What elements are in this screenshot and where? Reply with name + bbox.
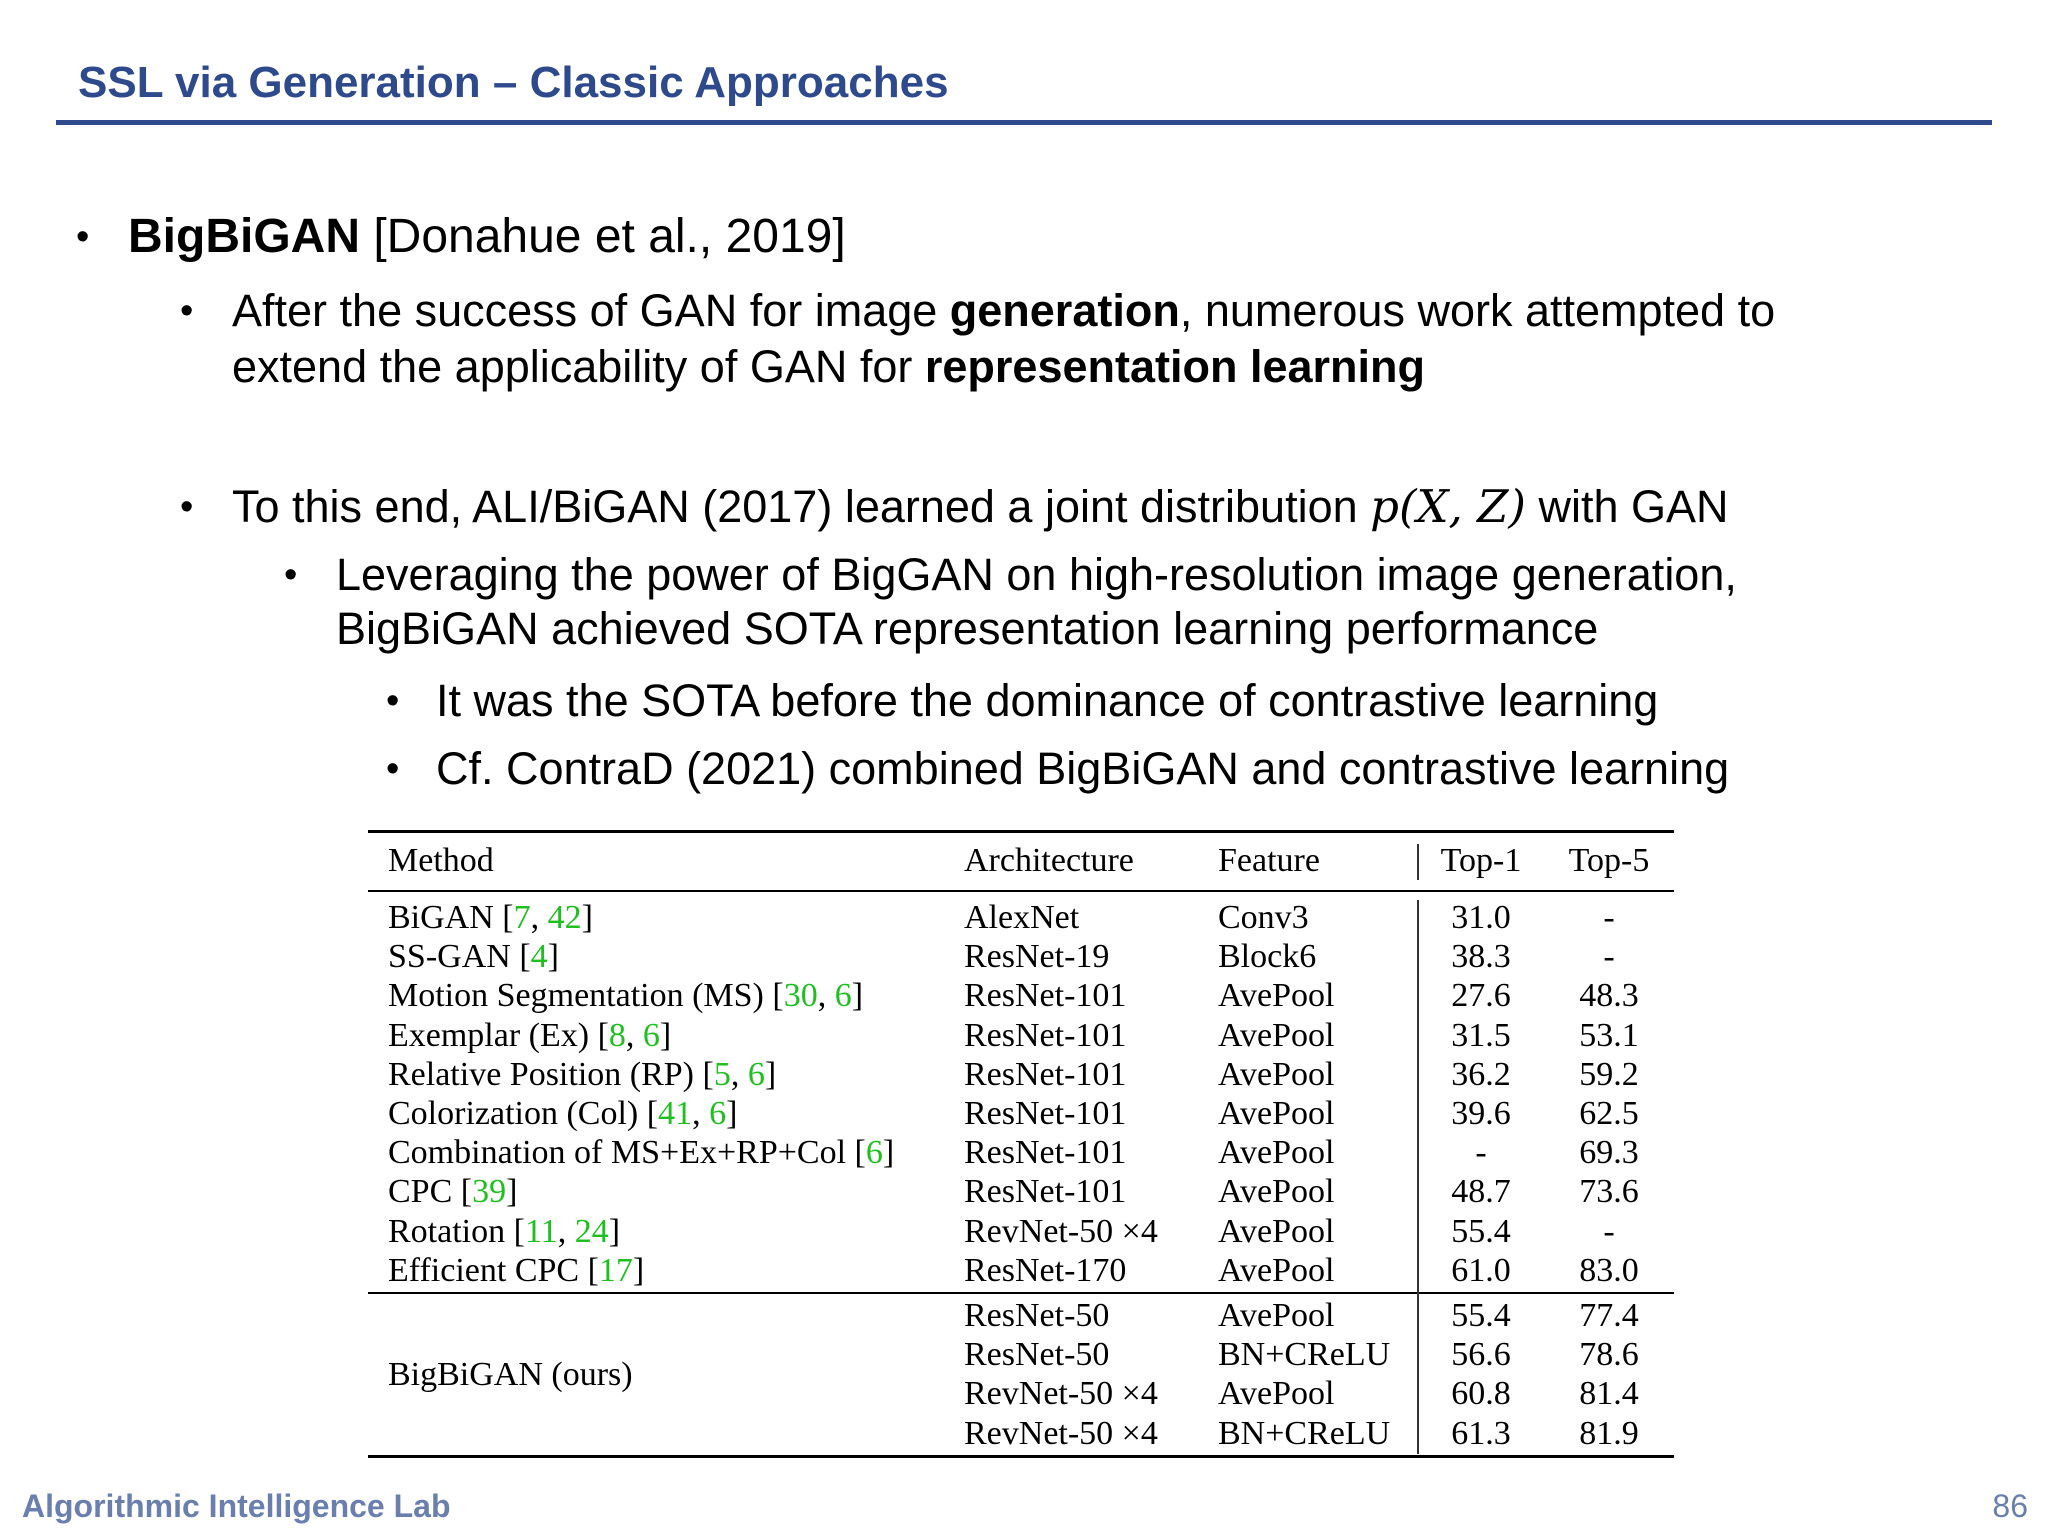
separator: ,	[730, 1055, 748, 1093]
method-cell	[388, 1172, 517, 1211]
citation-link[interactable]: 30	[783, 977, 818, 1015]
bigbigan-citation: [Donahue et al., 2019]	[359, 210, 846, 263]
method-name: SS-GAN	[388, 938, 520, 976]
citation-link[interactable]: 6	[865, 1134, 883, 1172]
text-span: To this end, ALI/BiGAN (2017) learned a joint distribution	[232, 481, 1371, 532]
top1-cell: 48.7	[1451, 1173, 1511, 1211]
results-table	[368, 830, 1674, 1458]
bracket: ]	[659, 1016, 672, 1054]
bracket: [	[513, 1212, 525, 1250]
top5-cell: 83.0	[1579, 1251, 1639, 1289]
citation-link[interactable]: 4	[530, 938, 548, 976]
text-span: , numerous work attempted to	[1179, 285, 1776, 336]
bracket: [	[772, 977, 784, 1015]
top1-cell: 55.4	[1451, 1212, 1511, 1250]
title-divider	[56, 120, 1992, 125]
text-span: It was the SOTA before the dominance of contrastive learning	[436, 675, 1659, 726]
bracket: [	[519, 938, 531, 976]
feature-cell: AvePool	[1218, 1055, 1335, 1093]
top5-cell: 69.3	[1579, 1134, 1639, 1172]
citation-link[interactable]: 5	[713, 1055, 731, 1093]
citation-link[interactable]: 42	[547, 899, 582, 936]
citation-link[interactable]: 6	[709, 1095, 727, 1132]
bullet-dot: •	[180, 290, 194, 332]
top5-cell: 77.4	[1579, 1297, 1639, 1334]
feature-cell: BN+CReLU	[1218, 1336, 1391, 1374]
bracket: ]	[764, 1055, 777, 1093]
table-top-rule	[368, 830, 1674, 833]
bracket: [	[646, 1095, 659, 1132]
top5-cell: 81.4	[1579, 1375, 1639, 1413]
architecture-cell: ResNet-101	[964, 1173, 1127, 1211]
top1-cell: 55.4	[1451, 1297, 1511, 1334]
top1-cell: 61.0	[1451, 1251, 1511, 1289]
bullet-dot: •	[284, 554, 298, 596]
citation-link[interactable]: 6	[642, 1016, 660, 1054]
text-span: Leveraging the power of BigGAN on high-resolution image generation,	[336, 549, 1737, 600]
method-cell	[388, 1094, 737, 1133]
citation-link[interactable]: 24	[574, 1212, 609, 1250]
architecture-cell: AlexNet	[964, 899, 1080, 936]
text-bold: generation	[949, 285, 1180, 336]
architecture-cell: ResNet-50	[964, 1336, 1110, 1374]
bigbigan-name: BigBiGAN	[128, 210, 360, 263]
bracket: ]	[608, 1212, 621, 1250]
slide-title: SSL via Generation – Classic Approaches	[78, 58, 949, 107]
ours-method: BigBiGAN (ours)	[388, 1356, 633, 1393]
method-name: CPC	[388, 1173, 461, 1211]
method-name: Exemplar (Ex)	[388, 1016, 598, 1054]
text-span: with GAN	[1525, 481, 1729, 532]
feature-cell: AvePool	[1218, 1016, 1335, 1054]
citation-link[interactable]: 7	[513, 899, 531, 936]
top1-cell: 27.6	[1451, 977, 1511, 1015]
top1-cell: -	[1475, 1134, 1487, 1172]
bullet-leveraging-line2: BigBiGAN achieved SOTA representation learning performance	[336, 603, 1599, 654]
top5-cell: 53.1	[1579, 1016, 1639, 1054]
method-name: Combination of MS+Ex+RP+Col	[388, 1134, 855, 1172]
text-bold: representation learning	[924, 341, 1425, 392]
bracket: ]	[882, 1134, 895, 1172]
separator: ,	[530, 899, 548, 936]
top5-cell: 62.5	[1579, 1095, 1639, 1132]
architecture-cell: ResNet-101	[964, 1016, 1127, 1054]
text-span: Cf. ContraD (2021) combined BigBiGAN and contrastive learning	[436, 743, 1730, 794]
bullet-dot: •	[386, 748, 400, 790]
page-number: 86	[1992, 1488, 2028, 1524]
bullet-dot: •	[386, 680, 400, 722]
citation-link[interactable]: 39	[472, 1173, 507, 1211]
bracket: ]	[632, 1251, 645, 1289]
feature-cell: AvePool	[1218, 1297, 1335, 1334]
method-cell	[388, 1055, 776, 1094]
architecture-cell: ResNet-19	[964, 938, 1110, 976]
table-column-divider	[1417, 900, 1419, 1454]
bracket: ]	[581, 899, 593, 936]
feature-cell: AvePool	[1218, 1134, 1335, 1172]
top5-cell: 78.6	[1579, 1336, 1639, 1374]
header-feature: Feature	[1218, 842, 1320, 879]
bracket: ]	[547, 938, 559, 976]
top5-cell: -	[1603, 938, 1615, 976]
method-name: BiGAN	[388, 899, 503, 936]
architecture-cell: ResNet-170	[964, 1251, 1127, 1289]
architecture-cell: ResNet-50	[964, 1297, 1110, 1334]
text-span: extend the applicability of GAN for	[232, 341, 925, 392]
top5-cell: 73.6	[1579, 1173, 1639, 1211]
separator: ,	[817, 977, 835, 1015]
bracket: [	[502, 899, 514, 936]
citation-link[interactable]: 8	[608, 1016, 626, 1054]
top5-cell: -	[1603, 1212, 1615, 1250]
table-bottom-rule	[368, 1455, 1674, 1458]
top1-cell: 61.3	[1451, 1414, 1511, 1452]
method-cell	[388, 976, 863, 1015]
bracket: ]	[726, 1095, 738, 1132]
citation-link[interactable]: 41	[658, 1095, 693, 1132]
method-cell	[388, 1251, 644, 1290]
separator: ,	[557, 1212, 575, 1250]
architecture-cell: ResNet-101	[964, 977, 1127, 1015]
method-cell	[388, 937, 559, 976]
header-method: Method	[388, 842, 494, 879]
bullet-dot: •	[180, 486, 194, 528]
top1-cell: 31.5	[1451, 1016, 1511, 1054]
method-cell	[388, 898, 593, 937]
method-name: Colorization (Col)	[388, 1095, 647, 1132]
architecture-cell: ResNet-101	[964, 1095, 1127, 1132]
top5-cell: -	[1603, 899, 1615, 936]
feature-cell: AvePool	[1218, 1173, 1335, 1211]
top1-cell: 36.2	[1451, 1055, 1511, 1093]
architecture-cell: ResNet-101	[964, 1055, 1127, 1093]
bracket: [	[597, 1016, 609, 1054]
top5-cell: 81.9	[1579, 1414, 1639, 1452]
header-top5: Top-5	[1568, 842, 1650, 879]
architecture-cell: ResNet-101	[964, 1134, 1127, 1172]
table-ours-rule	[368, 1292, 1674, 1294]
top1-cell: 38.3	[1451, 938, 1511, 976]
citation-link[interactable]: 11	[524, 1212, 558, 1250]
top5-cell: 48.3	[1579, 977, 1639, 1015]
bracket: [	[854, 1134, 866, 1172]
bracket: [	[587, 1251, 599, 1289]
method-cell	[388, 1212, 620, 1251]
feature-cell: AvePool	[1218, 1212, 1335, 1250]
method-name: Rotation	[388, 1212, 514, 1250]
top1-cell: 56.6	[1451, 1336, 1511, 1374]
method-name: Relative Position (RP)	[388, 1055, 703, 1093]
header-architecture: Architecture	[964, 842, 1134, 879]
feature-cell: AvePool	[1218, 977, 1335, 1015]
top1-cell: 60.8	[1451, 1375, 1511, 1413]
feature-cell: AvePool	[1218, 1095, 1335, 1132]
method-cell	[388, 1133, 894, 1172]
footer-lab-name: Algorithmic Intelligence Lab	[22, 1488, 451, 1524]
architecture-cell: RevNet-50 ×4	[964, 1375, 1158, 1413]
feature-cell: Block6	[1218, 938, 1317, 976]
method-name: Motion Segmentation (MS)	[388, 977, 773, 1015]
bracket: ]	[506, 1173, 518, 1211]
table-header-rule	[368, 890, 1674, 892]
feature-cell: BN+CReLU	[1218, 1414, 1391, 1452]
feature-cell: AvePool	[1218, 1251, 1335, 1289]
header-top1: Top-1	[1440, 842, 1522, 879]
feature-cell: AvePool	[1218, 1375, 1335, 1413]
method-name: Efficient CPC	[388, 1251, 588, 1289]
text-span: After the success of GAN for image	[232, 285, 950, 336]
citation-link[interactable]: 6	[747, 1055, 765, 1093]
citation-link[interactable]: 17	[598, 1251, 633, 1289]
bullet-dot: •	[76, 216, 90, 258]
feature-cell: Conv3	[1218, 899, 1309, 936]
table-header-divider	[1417, 844, 1419, 880]
top5-cell: 59.2	[1579, 1055, 1639, 1093]
bracket: [	[460, 1173, 473, 1211]
bracket: [	[702, 1055, 714, 1093]
architecture-cell: RevNet-50 ×4	[964, 1414, 1158, 1452]
bullet-gan-success-line2	[232, 340, 1425, 394]
method-cell	[388, 1016, 671, 1055]
architecture-cell: RevNet-50 ×4	[964, 1212, 1158, 1250]
top1-cell: 39.6	[1451, 1095, 1511, 1132]
top1-cell: 31.0	[1451, 899, 1511, 936]
separator: ,	[692, 1095, 710, 1132]
citation-link[interactable]: 6	[834, 977, 852, 1015]
math-expression: p(X, Z)	[1370, 480, 1526, 533]
bracket: ]	[851, 977, 864, 1015]
separator: ,	[625, 1016, 643, 1054]
